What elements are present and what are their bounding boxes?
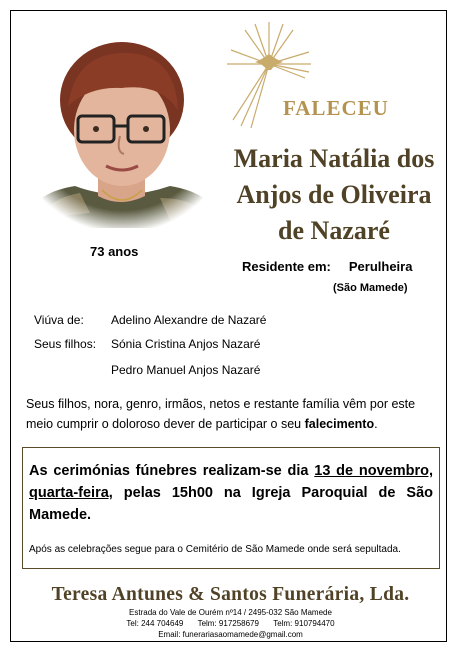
ceremony-box: [22, 447, 440, 569]
widow-label: Viúva de:: [34, 313, 84, 327]
children-label: Seus filhos:: [34, 337, 97, 351]
phone-2: Telm: 917258679: [197, 619, 259, 628]
name-line-3: de Nazaré: [278, 216, 390, 245]
ceremony-details: [29, 460, 433, 526]
message-text: Seus filhos, nora, genro, irmãos, netos e restante família vêm por este meio cumprir o doloroso dever de participar o seu: [26, 397, 416, 431]
ceremony-date: 13 de novembro, quarta-feira,: [29, 463, 434, 501]
message-bold-word: falecimento: [304, 417, 375, 431]
age-label: 73 anos: [90, 244, 139, 259]
deceased-name: [214, 141, 454, 249]
name-line-2: Anjos de Oliveira: [236, 180, 432, 209]
residence: [242, 259, 412, 274]
phone-1: Tel: 244 704649: [126, 619, 184, 628]
child-name: Pedro Manuel Anjos Nazaré: [111, 363, 261, 377]
residence-label: Residente em:: [242, 259, 331, 274]
ceremony-place-end: Mamede: [29, 507, 88, 523]
company-address: Estrada do Vale de Ourém nº14 / 2495-032 São Mamede: [129, 608, 332, 617]
phone-3: Telm: 910794470: [273, 619, 335, 628]
company-email: Email: funerariasaomamede@gmail.com: [158, 630, 303, 639]
ceremony-intro: As cerimónias fúnebres realizam-se dia: [29, 463, 315, 479]
burial-note: Após as celebrações segue para o Cemitério de São Mamede onde será sepultada.: [29, 544, 401, 555]
residence-place: Perulheira: [348, 259, 413, 274]
faleceu-heading: FALECEU: [283, 96, 389, 120]
portrait-photo: [20, 28, 225, 233]
ceremony-end: .: [87, 507, 92, 523]
company-name: Teresa Antunes & Santos Funerária, Lda.: [51, 584, 410, 605]
widow-name: Adelino Alexandre de Nazaré: [111, 313, 267, 327]
family-message: [26, 394, 439, 434]
name-line-1: Maria Natália dos: [233, 144, 435, 173]
child-name: Sónia Cristina Anjos Nazaré: [111, 337, 261, 351]
message-end: .: [374, 417, 378, 431]
ceremony-middle: pelas 15h00 na Igreja Paroquial de São: [112, 485, 433, 501]
parish-label: (São Mamede): [333, 282, 408, 294]
company-phones: [0, 619, 461, 628]
